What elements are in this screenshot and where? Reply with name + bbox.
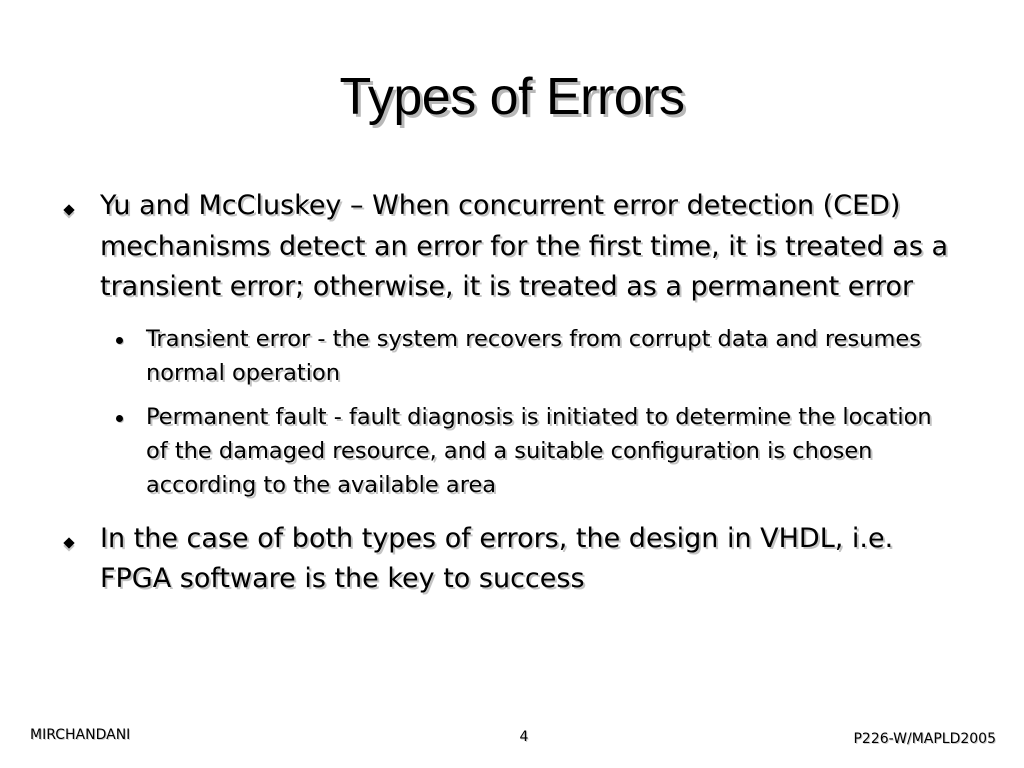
footer-author: MIRCHANDANI — [30, 727, 131, 743]
footer-page-number: 4 — [519, 729, 529, 745]
bullet-list — [58, 186, 958, 600]
dot-bullet-icon — [116, 415, 123, 422]
bullet-text: Yu and McCluskey – When concurrent error detection (CED) mechanisms detect an error for the first time, it is treated as a transient error; otherwise, it is treated as a permanent error — [100, 190, 949, 302]
sub-bullet-permanent-fault — [58, 400, 958, 502]
diamond-bullet-icon — [63, 537, 74, 548]
sub-bullet-transient-error — [58, 322, 958, 390]
footer-reference: P226-W/MAPLD2005 — [853, 731, 996, 747]
slide-title: Types of Errors — [339, 68, 685, 126]
diamond-bullet-icon — [63, 204, 74, 215]
dot-bullet-icon — [116, 337, 123, 344]
bullet-yu-mccluskey — [58, 186, 958, 308]
bullet-text: In the case of both types of errors, the design in VHDL, i.e. FPGA software is the key to success — [100, 522, 894, 594]
sub-bullet-text: Transient error - the system recovers from corrupt data and resumes normal operation — [146, 325, 921, 386]
bullet-vhdl-design — [58, 519, 958, 600]
sub-bullet-text: Permanent fault - fault diagnosis is initiated to determine the location of the damaged resource, and a suitable configuration is chosen according to the available area — [146, 403, 932, 498]
